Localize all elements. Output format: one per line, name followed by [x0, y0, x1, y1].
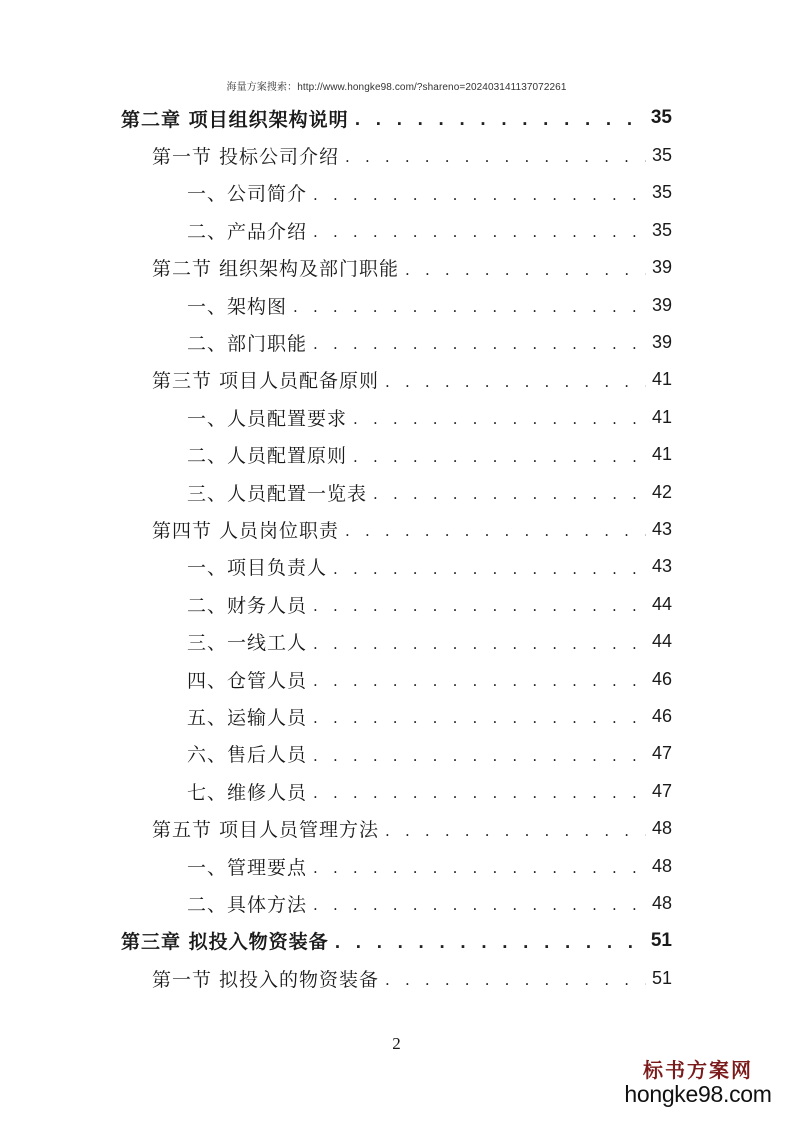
toc-entry[interactable] — [152, 812, 672, 846]
toc-entry[interactable] — [152, 138, 672, 172]
toc-entry-title: 二、具体方法 — [187, 893, 308, 916]
toc-entry-page: 46 — [651, 705, 672, 726]
toc-entry-page: 41 — [651, 369, 672, 390]
toc-entry-title: 第二节 组织架构及部门职能 — [152, 258, 400, 281]
toc-dot-leader — [313, 784, 646, 802]
toc-entry-title: 第二章 项目组织架构说明 — [121, 108, 349, 131]
toc-entry[interactable] — [187, 587, 672, 621]
toc-entry-page: 41 — [651, 406, 672, 427]
toc-dot-leader — [313, 186, 646, 204]
toc-entry[interactable] — [187, 475, 672, 509]
toc-entry-page: 51 — [650, 929, 672, 951]
toc-entry[interactable] — [187, 400, 672, 434]
toc-entry[interactable] — [187, 625, 672, 659]
toc-entry-title: 第三章 拟投入物资装备 — [121, 931, 329, 954]
toc-entry-page: 47 — [651, 743, 672, 764]
toc-dot-leader — [313, 747, 646, 765]
toc-dot-leader — [345, 148, 646, 166]
toc-entry-page: 39 — [651, 294, 672, 315]
toc-entry[interactable] — [187, 886, 672, 920]
toc-entry[interactable] — [187, 774, 672, 808]
toc-entry-title: 第三节 项目人员配备原则 — [152, 370, 380, 393]
toc-entry[interactable] — [152, 363, 672, 397]
page-number: 2 — [392, 1034, 401, 1053]
toc-entry-page: 35 — [651, 144, 672, 165]
toc-dot-leader — [313, 672, 646, 690]
toc-dot-leader — [335, 934, 645, 952]
toc-entry[interactable] — [121, 101, 672, 135]
toc-entry[interactable] — [187, 550, 672, 584]
site-watermark — [623, 1054, 773, 1108]
header-search-note: 海量方案搜索：http://www.hongke98.com/?shareno=20240314113707226​1 — [226, 82, 567, 93]
toc-entry-title: 第四节 人员岗位职责 — [152, 519, 340, 542]
toc-entry-page: 48 — [651, 892, 672, 913]
toc-entry-page: 48 — [651, 855, 672, 876]
toc-entry[interactable] — [187, 699, 672, 733]
toc-entry[interactable] — [187, 176, 672, 210]
watermark-cn-text: 标书方案网 — [643, 1058, 753, 1082]
toc-entry-title: 二、人员配置原则 — [187, 445, 348, 468]
toc-dot-leader — [313, 859, 646, 877]
toc-entry-page: 51 — [651, 967, 672, 988]
toc-entry-page: 43 — [651, 556, 672, 577]
toc-entry-page: 39 — [651, 331, 672, 352]
toc-entry[interactable] — [187, 737, 672, 771]
toc-dot-leader — [355, 111, 645, 129]
toc-entry-page: 35 — [651, 219, 672, 240]
toc-dot-leader — [405, 261, 646, 279]
toc-dot-leader — [353, 410, 646, 428]
watermark-en-text: hongke98.com — [624, 1081, 772, 1107]
toc-entry-page: 35 — [650, 107, 672, 128]
toc-dot-leader — [373, 485, 646, 503]
toc-entry-title: 三、人员配置一览表 — [187, 482, 368, 505]
toc-entry-title: 二、产品介绍 — [187, 220, 308, 243]
toc-dot-leader — [385, 373, 646, 391]
toc-entry-title: 一、架构图 — [187, 295, 288, 318]
toc-entry-title: 四、仓管人员 — [187, 669, 308, 692]
toc-dot-leader — [353, 448, 646, 466]
toc-dot-leader — [293, 298, 646, 316]
toc-entry-title: 二、部门职能 — [187, 332, 308, 355]
toc-entry-page: 41 — [651, 444, 672, 465]
toc-dot-leader — [313, 335, 646, 353]
toc-entry-page: 48 — [651, 818, 672, 839]
toc-entry-title: 一、公司简介 — [187, 183, 308, 206]
toc-dot-leader — [313, 896, 646, 914]
toc-entry-title: 第一节 投标公司介绍 — [152, 145, 340, 168]
toc-entry-page: 46 — [651, 668, 672, 689]
toc-entry[interactable] — [152, 961, 672, 995]
toc-entry-page: 44 — [651, 631, 672, 652]
toc-entry[interactable] — [187, 662, 672, 696]
toc-entry[interactable] — [187, 325, 672, 359]
toc-entry[interactable] — [187, 438, 672, 472]
toc-entry[interactable] — [187, 288, 672, 322]
toc-entry-title: 六、售后人员 — [187, 744, 308, 767]
toc-entry[interactable] — [152, 512, 672, 546]
toc-entry-title: 一、项目负责人 — [187, 557, 328, 580]
toc-entry-title: 二、财务人员 — [187, 594, 308, 617]
toc-entry-page: 39 — [651, 257, 672, 278]
toc-dot-leader — [333, 560, 646, 578]
toc-entry-title: 一、管理要点 — [187, 856, 308, 879]
toc-entry[interactable] — [187, 213, 672, 247]
toc-entry-title: 第五节 项目人员管理方法 — [152, 819, 380, 842]
toc-entry-page: 43 — [651, 518, 672, 539]
toc-dot-leader — [313, 709, 646, 727]
toc-dot-leader — [313, 597, 646, 615]
toc-entry-title: 七、维修人员 — [187, 781, 308, 804]
toc-dot-leader — [345, 522, 646, 540]
toc-entry[interactable] — [187, 849, 672, 883]
toc-entry-title: 一、人员配置要求 — [187, 407, 348, 430]
toc-entry-title: 第一节 拟投入的物资装备 — [152, 968, 380, 991]
toc-entry-page: 47 — [651, 780, 672, 801]
toc-entry-page: 35 — [651, 182, 672, 203]
toc-entry-page: 42 — [651, 481, 672, 502]
toc-entry[interactable] — [121, 924, 672, 958]
toc-entry-page: 44 — [651, 593, 672, 614]
toc-entry-title: 三、一线工人 — [187, 632, 308, 655]
toc-dot-leader — [313, 635, 646, 653]
toc-dot-leader — [385, 971, 646, 989]
toc-entry-title: 五、运输人员 — [187, 706, 308, 729]
toc-entry[interactable] — [152, 251, 672, 285]
toc-dot-leader — [385, 822, 646, 840]
toc-dot-leader — [313, 223, 646, 241]
